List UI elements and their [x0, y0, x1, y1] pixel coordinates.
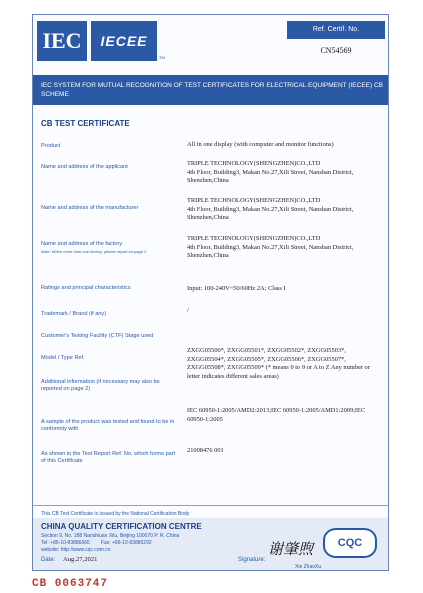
iec-logo: IEC — [37, 21, 87, 61]
certificate-header — [33, 15, 388, 67]
ratings-value: Input: 100-240V~50/60Hz 2A; Class I — [187, 285, 286, 292]
manufacturer-label: Name and address of the manufacturer — [41, 205, 139, 211]
trademark-label: Trademark / Brand (if any) — [41, 311, 107, 317]
system-title: IEC SYSTEM FOR MUTUAL RECOGNITION OF TEST CERTIFICATES FOR ELECTRICAL EQUIPMENT (IECEE) CB SCHEME — [33, 75, 388, 105]
product-label: Product — [41, 143, 61, 149]
trademark-value: / — [187, 307, 189, 314]
issued-by-note: This CB Test Certificate is issued by the National Certification Body — [41, 511, 190, 517]
cqc-logo: CQC — [323, 528, 377, 558]
applicant-label: Name and address of the applicant — [41, 164, 128, 170]
certificate-page — [32, 14, 389, 571]
factory-value: TRIPLE TECHNOLOGY(SHENGZHEN)CO.,LTD 4th Floor, Building3, Makan No.27,Xili Street, Nanshan District, Shenzhen,China — [187, 235, 354, 259]
certificate-title: CB TEST CERTIFICATE — [41, 119, 130, 128]
applicant-value: TRIPLE TECHNOLOGY(SHENGZHEN)CO.,LTD 4th Floor, Building3, Makan No.27,Xili Street, Nanshan District, Shenzhen,China — [187, 160, 354, 184]
product-value: All in one display (with computer and monitor functions) — [187, 141, 334, 148]
iecee-logo: IECEE — [91, 21, 157, 61]
signature-mark: 谢肇煦 — [268, 540, 314, 558]
date-value: Aug.27,2021 — [63, 556, 98, 563]
standards-value: IEC 60950-1:2005/AMD2:2013;IEC 60950-1:2005/AMD1:2009;IEC 60950-1:2005 — [187, 407, 366, 423]
cqc-name: CHINA QUALITY CERTIFICATION CENTRE — [41, 522, 202, 531]
manufacturer-value: TRIPLE TECHNOLOGY(SHENGZHEN)CO.,LTD 4th Floor, Building3, Makan No.27,Xili Street, Nanshan District, Shenzhen,China — [187, 197, 354, 221]
additional-label: Additional information (if necessary may also be reported on page 2) — [41, 379, 160, 392]
test-report-value: 21008476 001 — [187, 447, 224, 454]
model-label: Model / Type Ref. — [41, 355, 85, 361]
model-value: ZXGG05500*, ZXGG05501*, ZXGG05502*, ZXGG05503*, ZXGG05504*, ZXGG05505*, ZXGG05506*, ZXGG05507*, ZXGG05508*, ZXGG05509* (* means 0 to 9 or A to Z Any number or letter indicates different sales areas) — [187, 347, 370, 380]
ref-certif-label: Ref. Certif. No. — [287, 21, 385, 39]
ctf-label: Customer's Testing Facility (CTF) Stage used — [41, 333, 154, 339]
factory-label-block — [41, 241, 181, 255]
cqc-website[interactable]: website: http://www.cqc.com.cn — [41, 547, 111, 553]
ref-certif-value: CN54569 — [320, 46, 352, 55]
test-report-label: As shown in the Test Report Ref. No. which forms part of this Certificate — [41, 451, 176, 464]
ratings-label: Ratings and principal characteristics — [41, 285, 131, 291]
cb-serial-number: CB 0063747 — [32, 578, 109, 590]
standards-label: A sample of the product was tested and found to be in conformity with — [41, 419, 175, 432]
signature-name: Xie ZhaoXu — [295, 564, 322, 570]
cqc-tel-fax: Tel: +86-10-83886666 Fax: +86-10-83886292 — [41, 540, 152, 546]
trademark-mark: TM — [159, 55, 165, 60]
date-label: Date: — [41, 557, 56, 563]
cqc-footer — [33, 518, 388, 570]
factory-note: Note: When more than one factory, please report on page 2 — [41, 249, 147, 254]
cqc-address: Section 9, No. 188 Nanshiuan Xilu, Beijing 100070 P. R. China — [41, 533, 180, 539]
section-divider — [33, 505, 388, 506]
factory-label: Name and address of the factory — [41, 241, 123, 247]
signature-label: Signature: — [238, 557, 266, 563]
